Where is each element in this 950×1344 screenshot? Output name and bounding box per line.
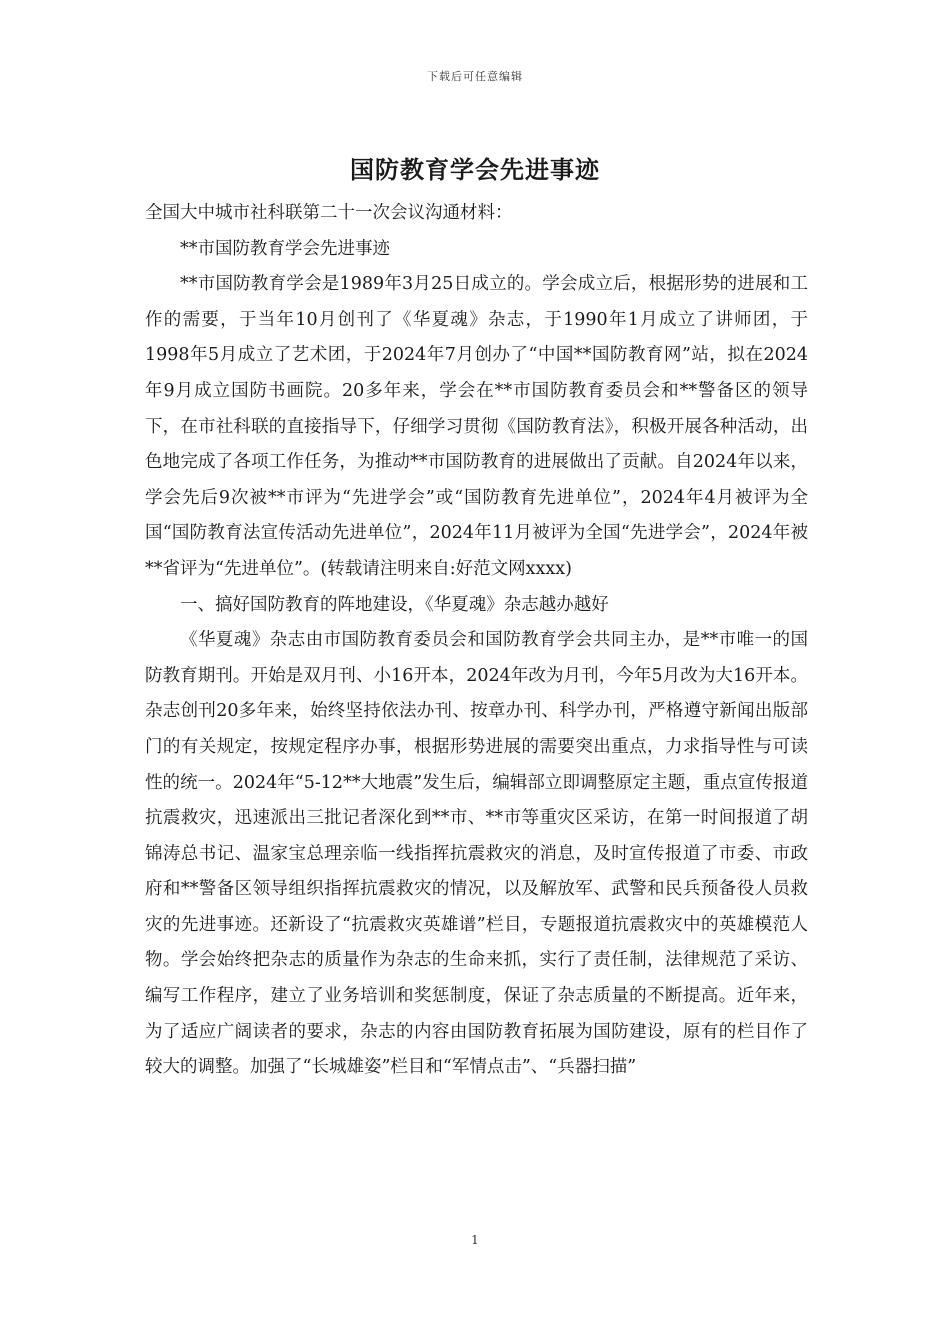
document-body: [145, 196, 808, 1086]
document-title: 国防教育学会先进事迹: [350, 155, 600, 184]
subtitle-line: 全国大中城市社科联第二十一次会议沟通材料：: [145, 203, 513, 223]
paragraph-1: **市国防教育学会是1989年3月25日成立的。学会成立后，根据形势的进展和工作的需要，于当年10月创刊了《华夏魂》杂志，于1990年1月成立了讲师团，于1998年5月成立了艺术团，于2024年7月创办了“中国**国防教育网”站，拟在2024年9月成立国防书画院。20多年来，学会在**市国防教育委员会和**警备区的领导下，在市社科联的直接指导下，仔细学习贯彻《国防教育法》，积极开展各种活动，出色地完成了各项工作任务，为推动**市国防教育的进展做出了贡献。自2024年以来，学会先后9次被**市评为“先进学会”或“国防教育先进单位”，2024年4月被评为全国“国防教育法宣传活动先进单位”，2024年11月被评为全国“先进学会”，2024年被**省评为“先进单位”。(转载请注明来自:好范文网xxxx): [145, 274, 808, 579]
header-note: 下载后可任意编辑: [427, 70, 523, 83]
page-number: 1: [471, 1233, 479, 1247]
section-1-heading: 一、搞好国防教育的阵地建设，《华夏魂》杂志越办越好: [180, 594, 609, 615]
paragraph-2: 《华夏魂》杂志由市国防教育委员会和国防教育学会共同主办，是**市唯一的国防教育期刊。开始是双月刊、小16开本，2024年改为月刊，今年5月改为大16开本。杂志创刊20多年来，始终坚持依法办刊、按章办刊、科学办刊，严格遵守新闻出版部门的有关规定，按规定程序办事，根据形势进展的需要突出重点，力求指导性与可读性的统一。2024年“5-12**大地震”发生后，编辑部立即调整原定主题，重点宣传报道抗震救灾，迅速派出三批记者深化到**市、**市等重灾区采访，在第一时间报道了胡锦涛总书记、温家宝总理亲临一线指挥抗震救灾的消息，及时宣传报道了市委、市政府和**警备区领导组织指挥抗震救灾的情况，以及解放军、武警和民兵预备役人员救灾的先进事迹。还新设了“抗震救灾英雄谱”栏目，专题报道抗震救灾中的英雄模范人物。学会始终把杂志的质量作为杂志的生命来抓，实行了责任制，法律规范了采访、编写工作程序，建立了业务培训和奖惩制度，保证了杂志质量的不断提高。近年来，为了适应广阔读者的要求，杂志的内容由国防教育拓展为国防建设，原有的栏目作了较大的调整。加强了“长城雄姿”栏目和“军情点击”、“兵器扫描”: [145, 630, 808, 1078]
heading-line: **市国防教育学会先进事迹: [180, 238, 390, 259]
